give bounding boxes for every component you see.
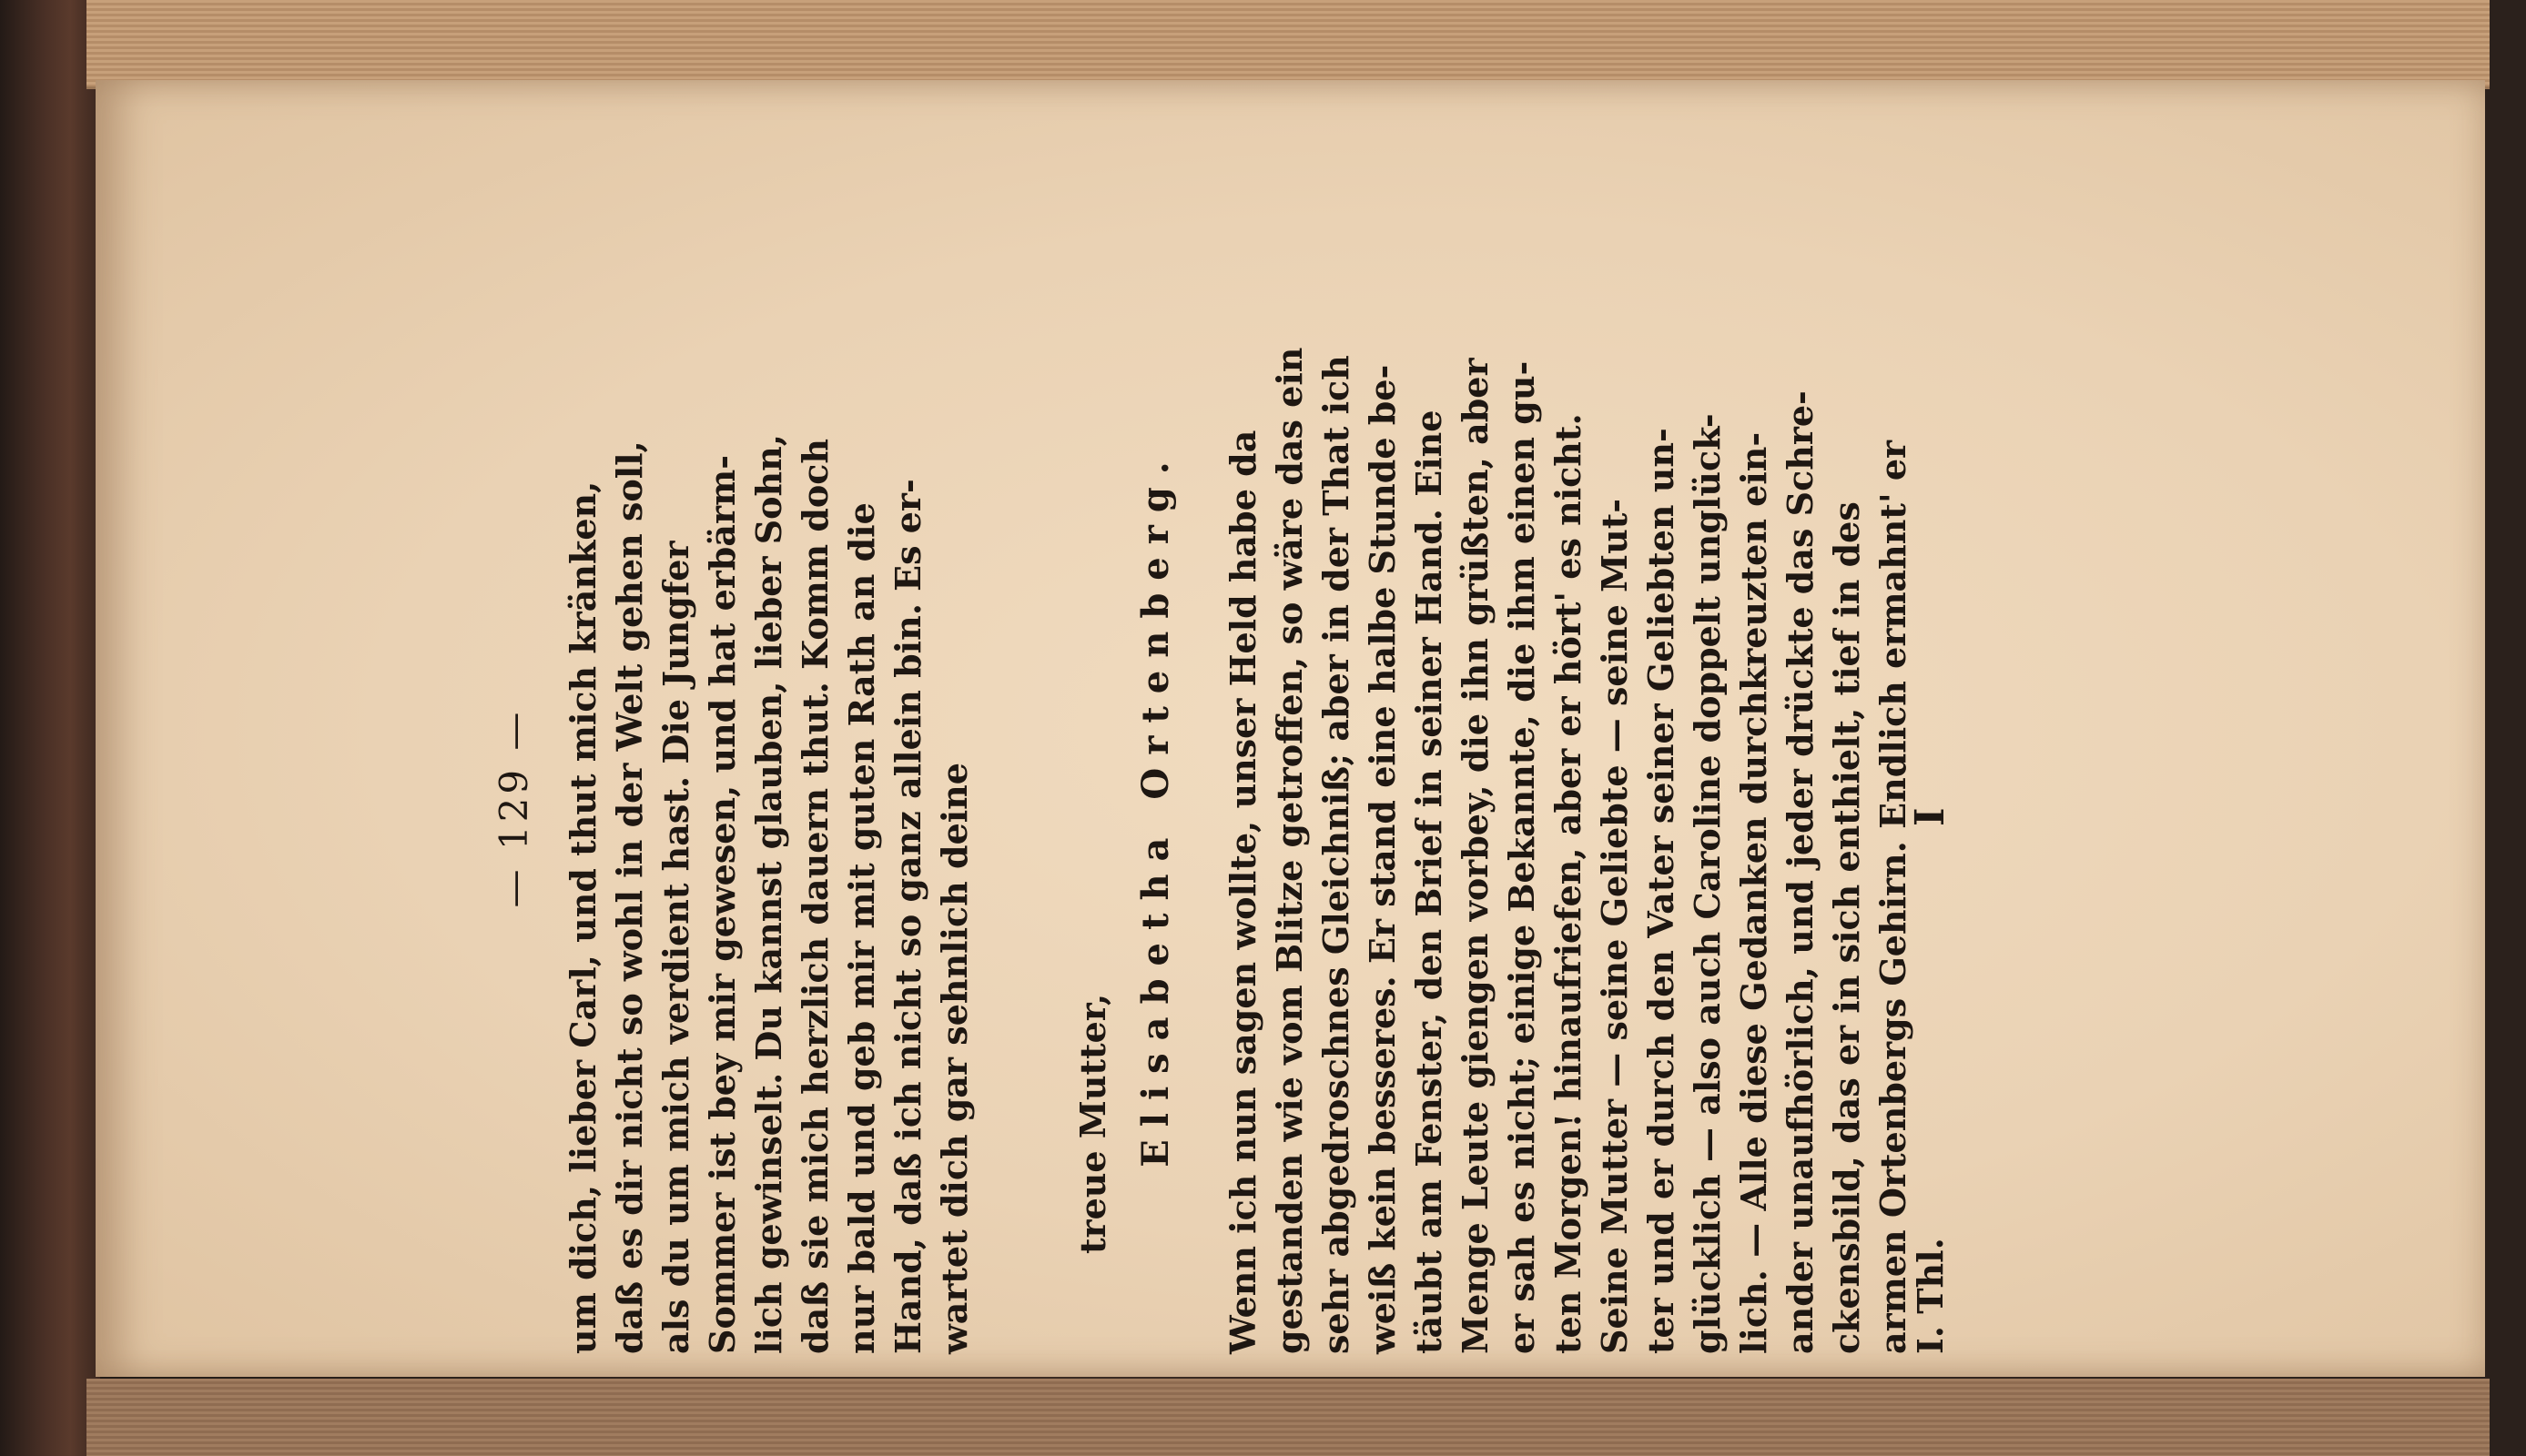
catchword: I (1907, 807, 1953, 826)
letter-closing: treue Mutter, (1072, 993, 1113, 1254)
book-cover-right (2490, 0, 2526, 1456)
page-number: — 129 — (492, 708, 536, 908)
signature-mark: I. Thl. (1910, 1238, 1951, 1354)
page-edges-bottom (86, 1379, 2490, 1456)
page-edges-top (86, 0, 2490, 89)
letter-signature: Elisabetha Ortenberg. (1134, 449, 1177, 1168)
book-cover-left (0, 0, 100, 1456)
book-page (96, 80, 2485, 1377)
letter-paragraph: um dich, lieber Carl, und thut mich kränken, daß es dir nicht so wohl in der Welt gehen soll, als du um mich verdient hast. Die Jungfer Sommer ist bey mir gewesen, und hat erbärm- lich gewinselt. Du kannst glauben, lieber Sohn, daß sie mich herzlich dauern thut. Komm doch nur bald und geb mir mit guten Rath an die Hand, daß ich nicht so ganz allein bin. Es er- wartet dich gar sehnlich deine (563, 433, 975, 1354)
narrative-paragraph: Wenn ich nun sagen wollte, unser Held habe da gestanden wie vom Blitze getroffen, so wäre das ein sehr abgedroschnes Gleichniß; aber in der That ich weiß kein besseres. Er stand eine halbe Stunde be- täubt am Fenster, den Brief in seiner Hand. Eine Menge Leute giengen vorbey, die ihn grüßten, aber er sah es nicht; einige Bekannte, die ihm einen gu- ten Morgen! hinaufriefen, aber er hört' es nicht. Seine Mutter — seine Geliebte — seine Mut- ter und er durch den Vater seiner Geliebten un- glücklich — also auch Caroline doppelt unglück- lich. — Alle diese Gedanken durchkreuzten ein- ander unaufhörlich, und jeder drückte das Schre- ckensbild, das er in sich enthielt, tief in des armen Ortenbergs Gehirn. Endlich ermahnt' er (1222, 347, 1913, 1354)
rotated-text-block (487, 244, 2217, 1372)
